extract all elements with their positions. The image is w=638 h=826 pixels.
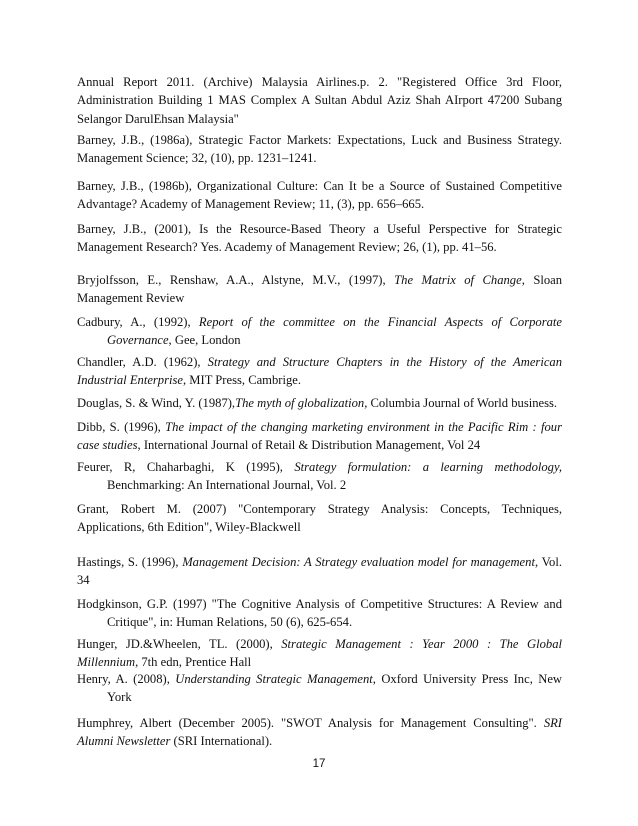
- reference-title-italic: The impact of the changing marketing environment in the Pacific Rim : four case studies: [77, 420, 562, 453]
- reference-text: , Oxford University Press Inc, New York: [107, 672, 563, 705]
- reference-entry: [77, 595, 562, 632]
- reference-entry: [77, 670, 562, 707]
- reference-entry: [77, 553, 562, 590]
- reference-entry: [77, 73, 562, 128]
- reference-text: Hastings, S. (1996),: [77, 555, 183, 569]
- reference-text: Grant, Robert M. (2007) "Contemporary Strategy Analysis: Concepts, Techniques, Applications, 6th Edition", Wiley-Blackwell: [77, 502, 562, 535]
- reference-entry: [77, 458, 562, 495]
- reference-text: Dibb, S. (1996),: [77, 420, 166, 434]
- reference-text: , International Journal of Retail & Distribution Management, Vol 24: [137, 438, 481, 453]
- reference-text: Barney, J.B., (1986b), Organizational Culture: Can It be a Source of Sustained Competitive Advantage? Academy of Management Review; 11, (3), pp. 656–665.: [77, 179, 562, 212]
- reference-text: , 7th edn, Prentice Hall: [135, 655, 252, 670]
- reference-text: Chandler, A.D. (1962),: [77, 355, 208, 369]
- reference-title-italic: Strategy and Structure Chapters in the History of the American Industrial Enterprise: [77, 355, 562, 388]
- reference-text: Cadbury, A., (1992),: [77, 315, 199, 329]
- reference-text: Henry, A. (2008),: [77, 672, 176, 686]
- reference-title-italic: SRI Alumni Newsletter: [77, 716, 562, 749]
- reference-text: , Columbia Journal of World business.: [364, 396, 558, 410]
- reference-title-italic: The myth of globalization: [235, 396, 365, 410]
- reference-entry: [77, 353, 562, 390]
- reference-title-italic: Management Decision: A Strategy evaluation model for management: [182, 555, 535, 569]
- reference-entry: [77, 714, 562, 751]
- reference-title-italic: Understanding Strategic Management: [175, 672, 373, 686]
- reference-text: (SRI International).: [170, 734, 273, 749]
- reference-text: , Gee, London: [168, 333, 241, 348]
- page-number: 17: [312, 758, 326, 770]
- reference-text: Barney, J.B., (1986a), Strategic Factor Markets: Expectations, Luck and Business Strategy. Management Science; 32, (10), pp. 1231–1241.: [77, 133, 562, 166]
- reference-entry: [77, 635, 562, 672]
- reference-entry: [77, 500, 562, 537]
- reference-text: Bryjolfsson, E., Renshaw, A.A., Alstyne, M.V., (1997),: [77, 273, 395, 287]
- reference-entry: [77, 177, 562, 214]
- reference-entry: [77, 418, 562, 455]
- reference-title-italic: Report of the committee on the Financial Aspects of Corporate Governance: [107, 315, 562, 348]
- reference-text: Benchmarking: An International Journal, Vol. 2: [107, 478, 347, 493]
- reference-text: , Vol. 34: [77, 555, 562, 588]
- reference-text: , MIT Press, Cambrige.: [183, 373, 301, 388]
- reference-title-italic: The Matrix of Change: [394, 273, 522, 287]
- reference-entry: [77, 271, 562, 308]
- reference-text: Humphrey, Albert (December 2005). "SWOT Analysis for Management Consulting".: [77, 716, 544, 730]
- reference-title-italic: Strategy formulation: a learning methodology,: [294, 460, 562, 474]
- reference-entry: [77, 313, 562, 350]
- reference-entry: [77, 220, 562, 257]
- reference-entry: [77, 131, 562, 168]
- reference-text: Hunger, JD.&Wheelen, TL. (2000),: [77, 637, 282, 651]
- reference-text: , Sloan Management Review: [77, 273, 563, 306]
- reference-text: Annual Report 2011. (Archive) Malaysia Airlines.p. 2. "Registered Office 3rd Floor, Administration Building 1 MAS Complex A Sultan Abdul Aziz Shah AIrport 47200 Subang Selangor DarulEhsan Malaysia": [77, 75, 562, 126]
- reference-text: Barney, J.B., (2001), Is the Resource-Based Theory a Useful Perspective for Strategic Management Research? Yes. Academy of Management Review; 26, (1), pp. 41–56.: [77, 222, 562, 255]
- reference-text: Hodgkinson, G.P. (1997) "The Cognitive Analysis of Competitive Structures: A Review and Critique", in: Human Relations, 50 (6), 625-654.: [77, 597, 562, 630]
- reference-entry: [77, 394, 562, 412]
- reference-title-italic: Strategic Management : Year 2000 : The Global Millennium: [77, 637, 562, 670]
- reference-text: Feurer, R, Chaharbaghi, K (1995),: [77, 460, 295, 474]
- reference-text: Douglas, S. & Wind, Y. (1987),: [77, 396, 236, 410]
